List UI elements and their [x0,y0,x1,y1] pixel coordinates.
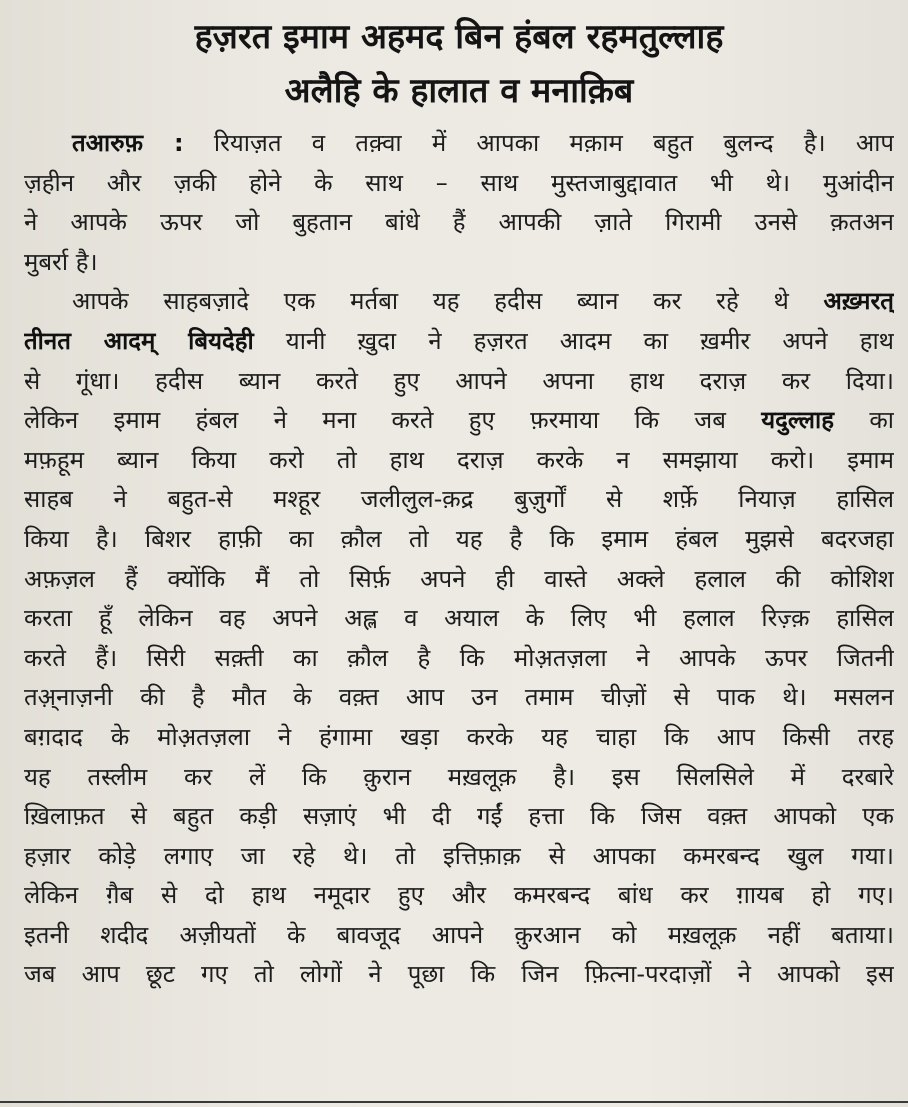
text-line: जब आप छूट गए तो लोगों ने पूछा कि जिन फ़ित्ना-परदाज़ों ने आपको इस [24,960,894,989]
title-line-2: अलैहि के हालात व मनाक़िब [284,71,634,111]
text-line: बग़दाद के मोअ़तज़ला ने हंगामा खड़ा करके यह चाहा कि आप किसी तरह [24,722,894,751]
text-line: ज़हीन और ज़की होने के साथ – साथ मुस्तजाबुद्दावात भी थे। मुआंदीन [24,168,894,197]
text-line: मुबर्रा है। [24,247,98,276]
text-line: यह तस्लीम कर लें कि क़ुरान मख़लूक़ है। इस सिलसिले में दरबारे [24,762,894,791]
text-line: से गूंधा। हदीस ब्यान करते हुए आपने अपना हाथ दराज़ कर दिया। [24,366,894,395]
text-line: किया है। बिशर हाफ़ी का क़ौल तो यह है कि इमाम हंबल मुझसे बदरजहा [24,524,894,553]
text-line: करते हैं। सिरी सक़्ती का क़ौल है कि मोअ़तज़ला ने आपके ऊपर जितनी [24,643,894,672]
article-body [24,124,894,995]
bold-phrase: तीनत आदम् बियदेही [24,326,254,355]
paragraph-main [24,282,894,995]
text-line: आपके साहबज़ादे एक मर्तबा यह हदीस ब्यान कर रहे थे अख़्मरत् [72,287,894,316]
text-line: तीनत आदम् बियदेही यानी ख़ुदा ने हज़रत आदम का ख़मीर अपने हाथ [24,326,894,355]
page-bottom-rule [0,1101,908,1103]
text-line: अफ़ज़ल हैं क्योंकि मैं तो सिर्फ़ अपने ही वास्ते अक्ले हलाल की कोशिश [24,564,894,593]
bold-phrase: अख़्मरत् [823,287,894,316]
text-line: लेकिन इमाम हंबल ने मना करते हुए फ़रमाया कि जब यदुल्लाह का [24,406,894,435]
page-title [24,10,894,118]
text-line: मफ़हूम ब्यान किया करो तो हाथ दराज़ करके न समझाया करो। इमाम [24,445,894,474]
intro-label: तआरुफ़ : [72,129,184,157]
text-line: लेकिन ग़ैब से दो हाथ नमूदार हुए और कमरबन्द बांध कर ग़ायब हो गए। [24,881,894,910]
text-line: साहब ने बहुत-से मश्हूर जलीलुल-क़द्र बुज़ुर्गों से शर्फ़े नियाज़ हासिल [24,485,894,514]
paragraph-intro [24,124,894,282]
text-line: हज़ार कोड़े लगाए जा रहे थे। तो इत्तिफ़ाक़ से आपका कमरबन्द खुल गया। [24,841,894,870]
text-line: इतनी शदीद अज़ीयतों के बावजूद आपने क़ुरआन को मख़लूक़ नहीं बताया। [24,920,894,949]
bold-phrase: यदुल्लाह [761,406,834,435]
text-line: करता हूँ लेकिन वह अपने अह्ल व अयाल के लिए भी हलाल रिज़्क़ हासिल [24,604,894,633]
text-line: ने आपके ऊपर जो बुहतान बांधे हैं आपकी ज़ाते गिरामी उनसे क़तअन [24,208,894,237]
text-line: तअ़्नाज़नी की है मौत के वक़्त आप उन तमाम चीज़ों से पाक थे। मसलन [24,683,894,712]
text-line: ख़िलाफ़त से बहुत कड़ी सज़ाएं भी दी गईं हत्ता कि जिस वक़्त आपको एक [24,802,894,831]
text-line: तआरुफ़ : रियाज़त व तक़्वा में आपका मक़ाम बहुत बुलन्द है। आप [72,129,894,157]
title-line-1: हज़रत इमाम अहमद बिन हंबल रहमतुल्लाह [194,17,724,57]
